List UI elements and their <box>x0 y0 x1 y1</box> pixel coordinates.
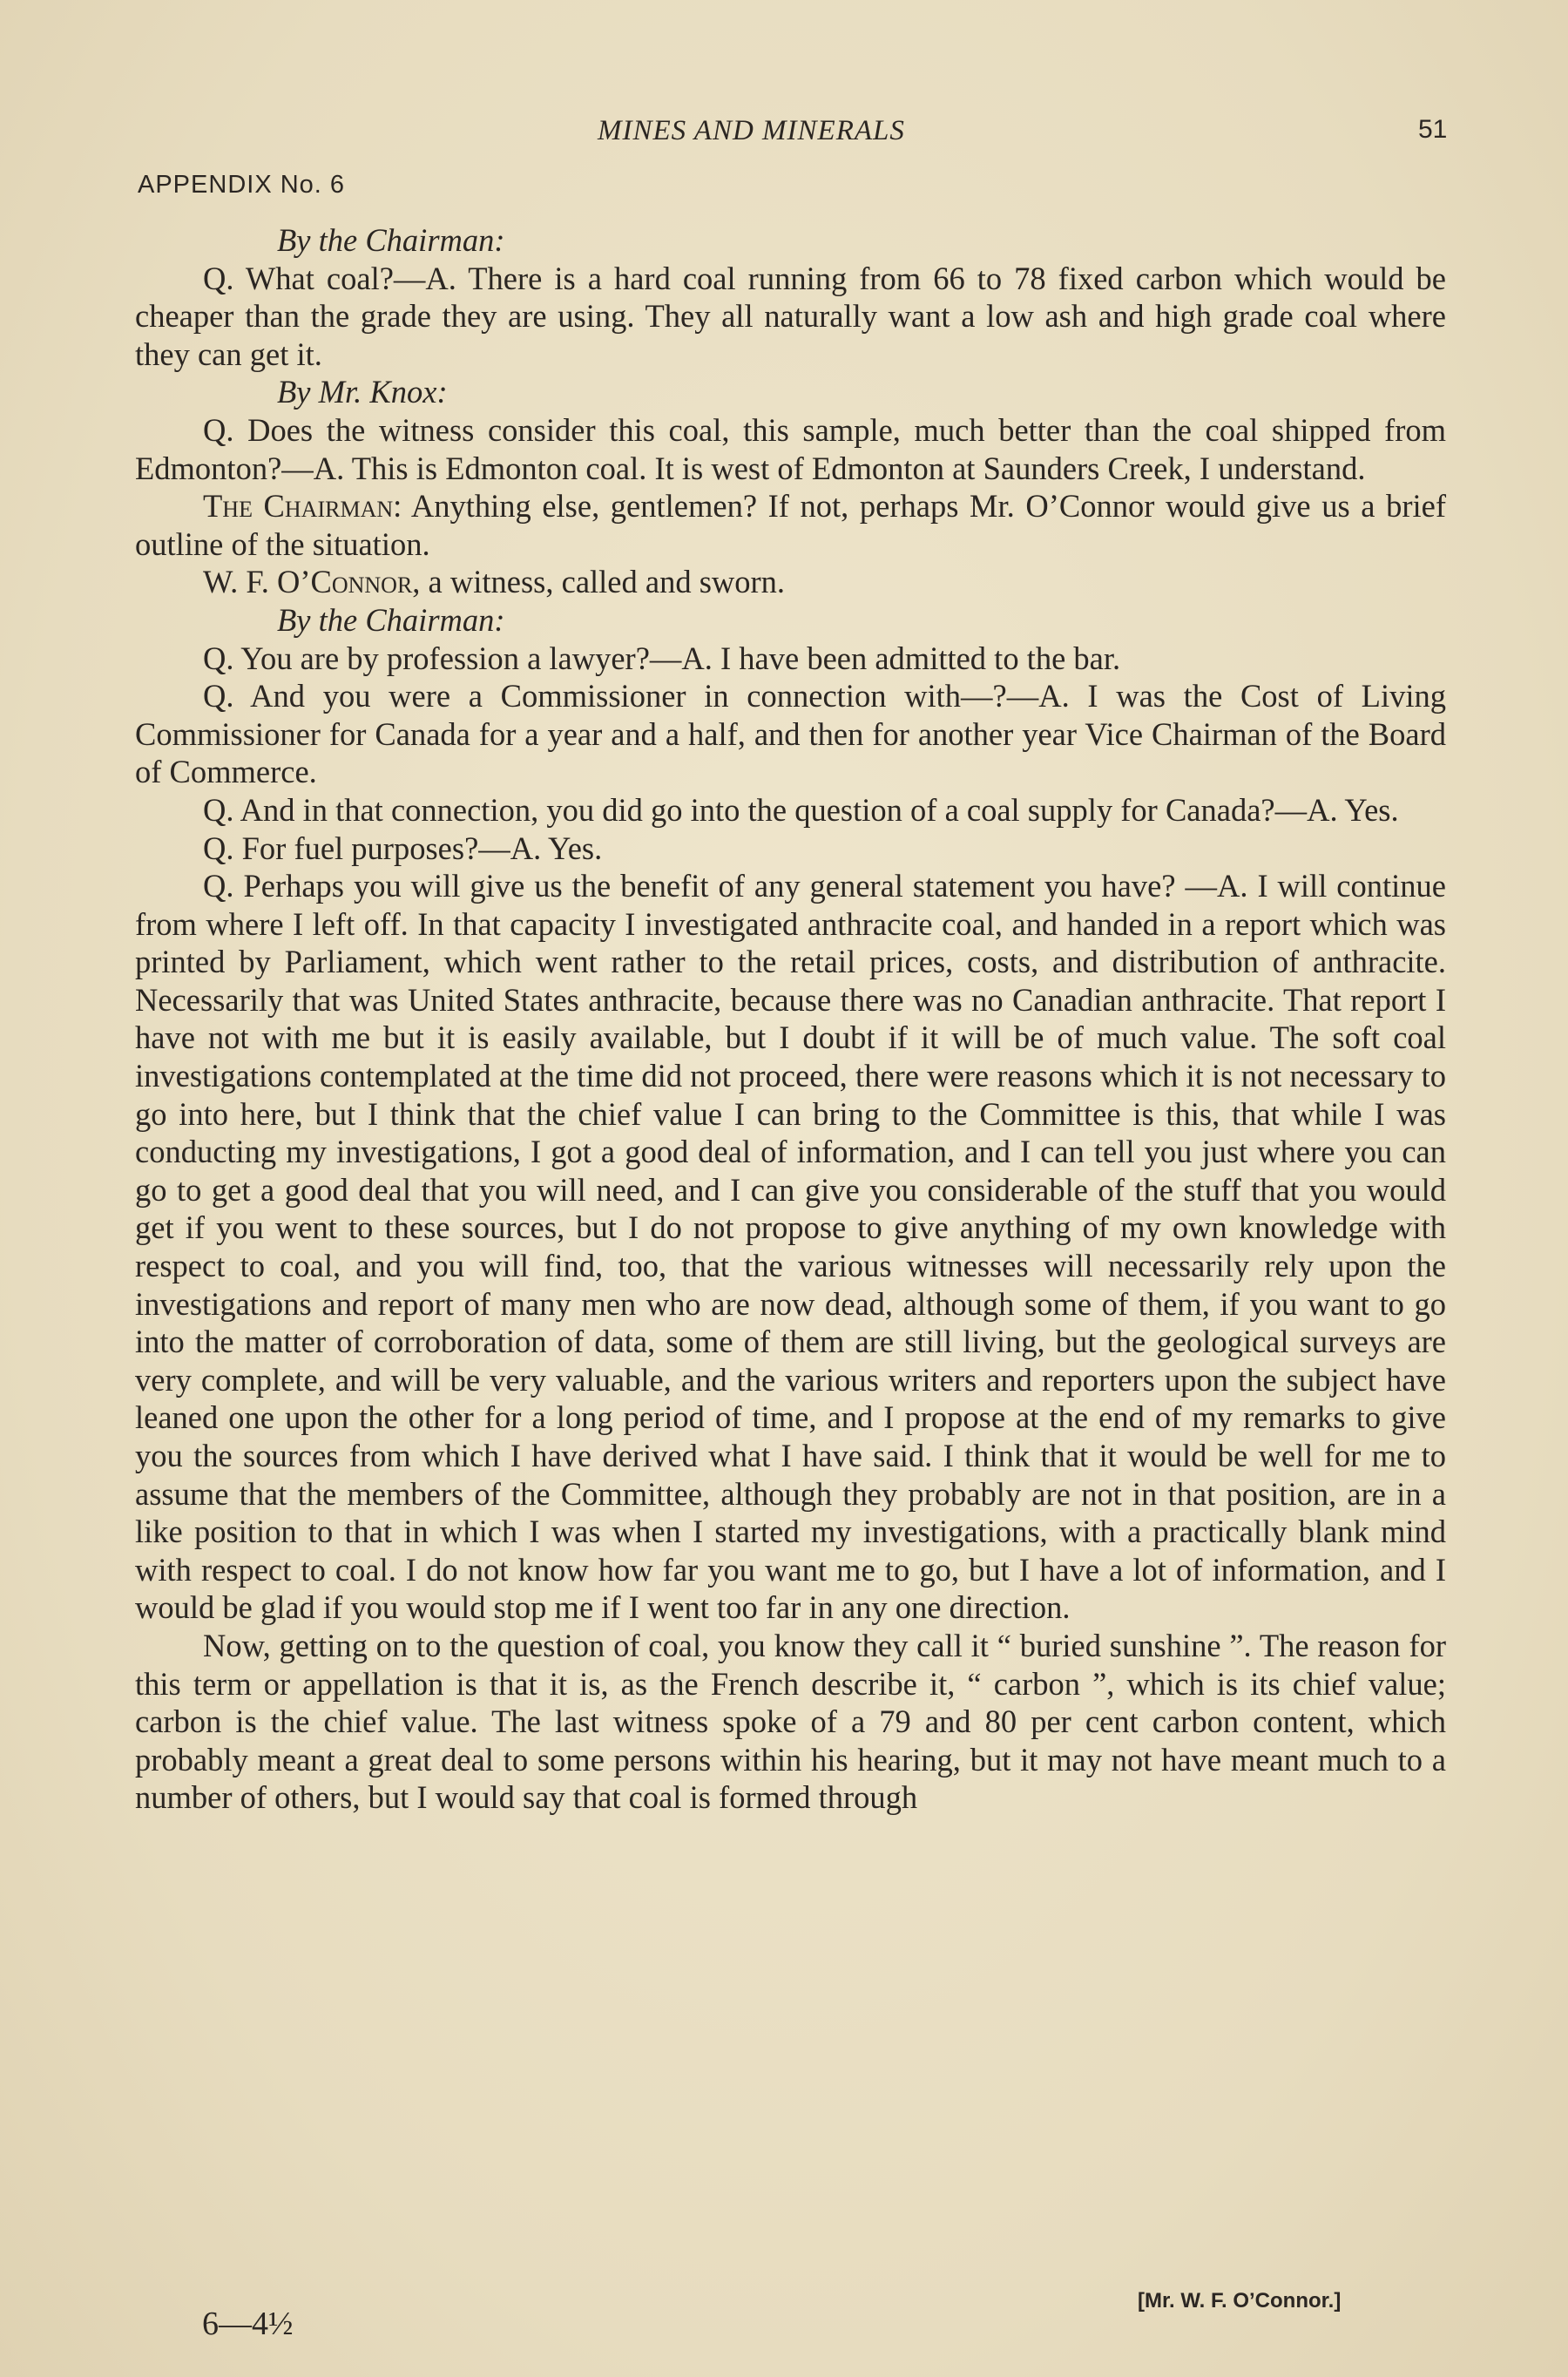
section-heading: By the Chairman: <box>277 601 505 638</box>
chairman-statement <box>135 487 1446 563</box>
question-answer: Q. What coal?—A. There is a hard coal running from 66 to 78 fixed carbon which would be cheaper than the grade they are using. They all naturally want a low ash and high grade coal where they can get it. <box>135 260 1446 372</box>
running-head <box>0 115 1568 159</box>
speaker-attribution: [Mr. W. F. O’Connor.] <box>1138 2289 1342 2313</box>
statement-text: : Anything else, gentlemen? If not, perhaps Mr. O’Connor would give us a brief outline of the situation. <box>135 488 1446 562</box>
question-answer: Q. Perhaps you will give us the benefit of any general statement you have? —A. I will continue from where I left off. In that capacity I investigated anthracite coal, and handed in a report which was printed by Parliament, which went rather to the retail prices, costs, and distribution of anthracite. Necessarily that was United States anthracite, because there was no Canadian anthracite. That report I have not with me but it is easily available, but I doubt if it will be of much value. The soft coal investigations contemplated at the time did not proceed, there were reasons which it is not necessary to go into here, but I think that the chief value I can bring to the Committee is this, that while I was conducting my investigations, I got a good deal of information, and I can tell you just where you can go to get a good deal that you will need, and I can give you considerable of the stuff that you would get if you went to these sources, but I do not propose to give anything of my own knowledge with respect to coal, and you will find, too, that the various witnesses will necessarily rely upon the investigations and report of many men who are now dead, although some of them, if you want to go into the matter of corroboration of data, some of them are still living, but the geological surveys are very complete, and will be very valuable, and the various writers and reporters upon the subject have leaned one upon the other for a long period of time, and I propose at the end of my remarks to give you the sources from which I have derived what I have said. I think that it would be well for me to assume that the members of the Committee, although they probably are not in that position, are in a like position to that in which I was when I started my investigations, with a practically blank mind with respect to coal. I do not know how far you want me to go, but I have a lot of information, and I would be glad if you would stop me if I went too far in any one direction. <box>135 868 1446 1626</box>
witness-sworn <box>135 563 1446 601</box>
document-body <box>135 221 1446 1817</box>
body-paragraph: Now, getting on to the question of coal, you know they call it “ buried sunshine ”. The reason for this term or appellation is that it is, as the French describe it, “ carbon ”, which is its chief value; carbon is the chief value. The last witness spoke of a 79 and 80 per cent carbon content, which probably meant a great deal to some persons within his hearing, but it may not have meant much to a number of others, but I would say that coal is formed through <box>135 1627 1446 1816</box>
running-title: MINES AND MINERALS <box>598 115 905 146</box>
section-heading: By Mr. Knox: <box>277 374 448 410</box>
appendix-label: APPENDIX No. 6 <box>138 171 346 199</box>
question-answer: Q. Does the witness consider this coal, this sample, much better than the coal shipped from Edmonton?—A. This is Edmonton coal. It is west of Edmonton at Saunders Creek, I understand. <box>135 411 1446 486</box>
witness-note: , a witness, called and sworn. <box>412 564 786 600</box>
question-answer: Q. And you were a Commissioner in connection with—?—A. I was the Cost of Living Commissioner for Canada for a year and a half, and then for another year Vice Chairman of the Board of Commerce. <box>135 678 1446 790</box>
speaker-name: The Chairman <box>203 488 394 525</box>
question-answer: Q. For fuel purposes?—A. Yes. <box>203 830 603 866</box>
page-number: 51 <box>1418 115 1448 144</box>
printer-signature: 6—4½ <box>202 2306 294 2342</box>
question-answer: Q. And in that connection, you did go into the question of a coal supply for Canada?—A. Yes. <box>203 791 1399 828</box>
section-heading: By the Chairman: <box>277 222 505 258</box>
question-answer: Q. You are by profession a lawyer?—A. I have been admitted to the bar. <box>203 640 1121 676</box>
witness-initials: W. F. O’ <box>203 564 311 600</box>
witness-surname: Connor <box>310 564 413 600</box>
